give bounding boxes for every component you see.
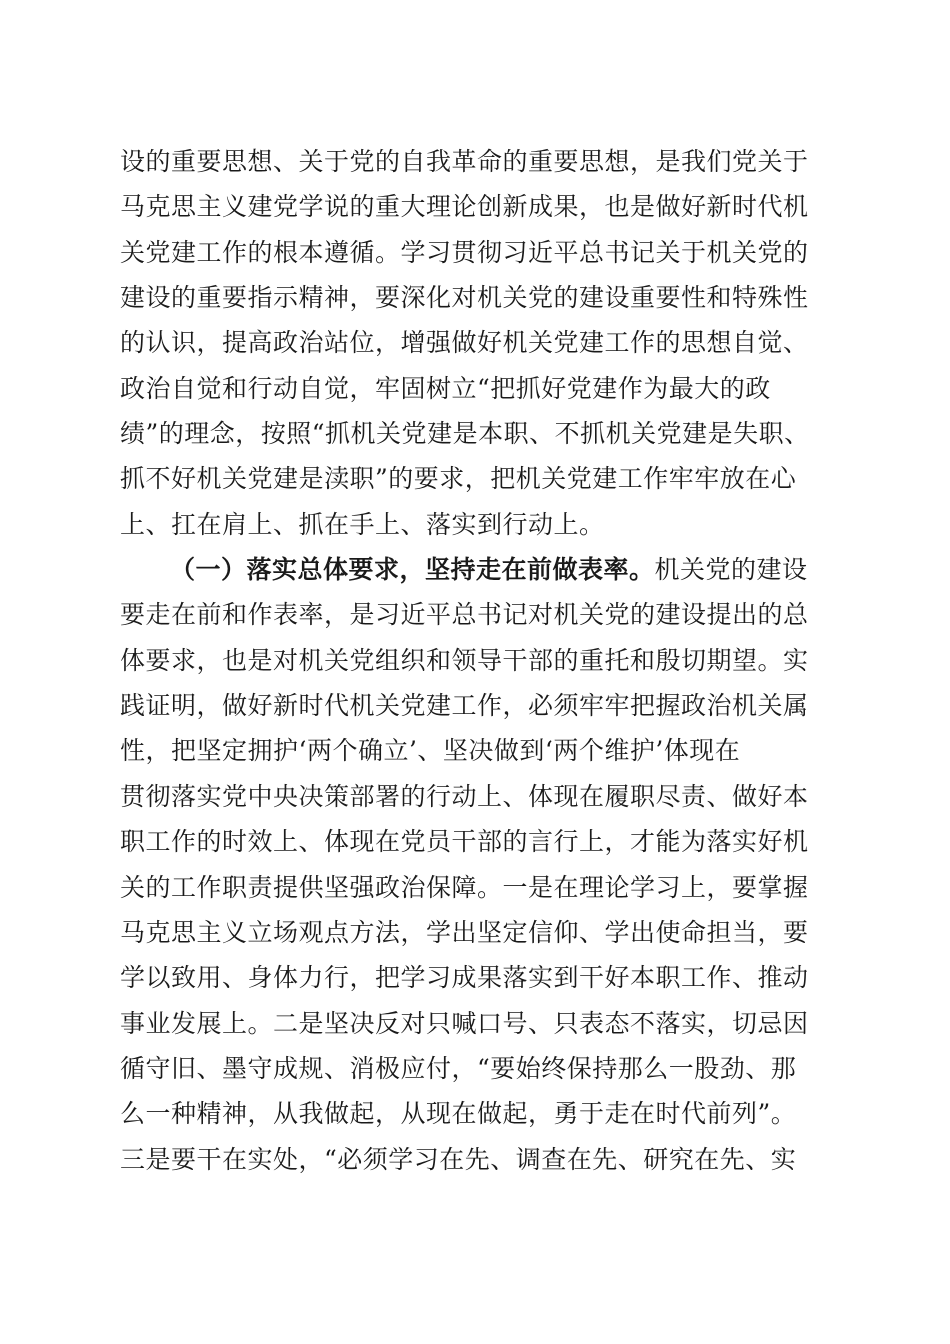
text-line: 体要求，也是对机关党组织和领导干部的重托和殷切期望。实 bbox=[120, 645, 809, 675]
text-line: 么一种精神，从我做起，从现在做起，勇于走在时代前列”。 bbox=[120, 1099, 797, 1129]
section-first-line-text: 机关党的建设 bbox=[654, 555, 808, 585]
section-heading: （一）落实总体要求，坚持走在前做表率。 bbox=[170, 555, 655, 585]
text-line: 要走在前和作表率，是习近平总书记对机关党的建设提出的总 bbox=[120, 600, 809, 630]
text-line: 贯彻落实党中央决策部署的行动上、体现在履职尽责、做好本 bbox=[120, 781, 809, 811]
text-line: 三是要干在实处，“必须学习在先、调查在先、研究在先、实 bbox=[120, 1144, 797, 1174]
text-line: 马克思主义立场观点方法，学出坚定信仰、学出使命担当，要 bbox=[120, 917, 809, 947]
text-line: 抓不好机关党建是渎职”的要求，把机关党建工作牢牢放在心 bbox=[120, 464, 797, 494]
text-line: 绩”的理念，按照“抓机关党建是本职、不抓机关党建是失职、 bbox=[120, 419, 810, 449]
text-line: 关党建工作的根本遵循。学习贯彻习近平总书记关于机关党的 bbox=[120, 237, 809, 267]
text-line: 关的工作职责提供坚强政治保障。一是在理论学习上，要掌握 bbox=[120, 872, 809, 902]
text-line: 职工作的时效上、体现在党员干部的言行上，才能为落实好机 bbox=[120, 827, 809, 857]
text-line: 践证明，做好新时代机关党建工作，必须牢牢把握政治机关属 bbox=[120, 691, 809, 721]
section-first-line bbox=[120, 547, 840, 592]
body-text bbox=[120, 139, 840, 1182]
text-line: 学以致用、身体力行，把学习成果落实到干好本职工作、推动 bbox=[120, 963, 809, 993]
text-line: 建设的重要指示精神，要深化对机关党的建设重要性和特殊性 bbox=[120, 283, 809, 313]
text-line: 性，把坚定拥护‘两个确立’、坚决做到‘两个维护’体现在 bbox=[120, 736, 741, 766]
text-line: 政治自觉和行动自觉，牢固树立“把抓好党建作为最大的政 bbox=[120, 373, 771, 403]
text-line: 设的重要思想、关于党的自我革命的重要思想，是我们党关于 bbox=[120, 147, 809, 176]
text-line: 的认识，提高政治站位，增强做好机关党建工作的思想自觉、 bbox=[120, 328, 809, 358]
text-line: 马克思主义建党学说的重大理论创新成果，也是做好新时代机 bbox=[120, 192, 809, 222]
text-line: 循守旧、墨守成规、消极应付，“要始终保持那么一股劲、那 bbox=[120, 1053, 797, 1083]
text-line: 上、扛在肩上、抓在手上、落实到行动上。 bbox=[120, 509, 605, 539]
text-line: 事业发展上。二是坚决反对只喊口号、只表态不落实，切忌因 bbox=[120, 1008, 809, 1038]
